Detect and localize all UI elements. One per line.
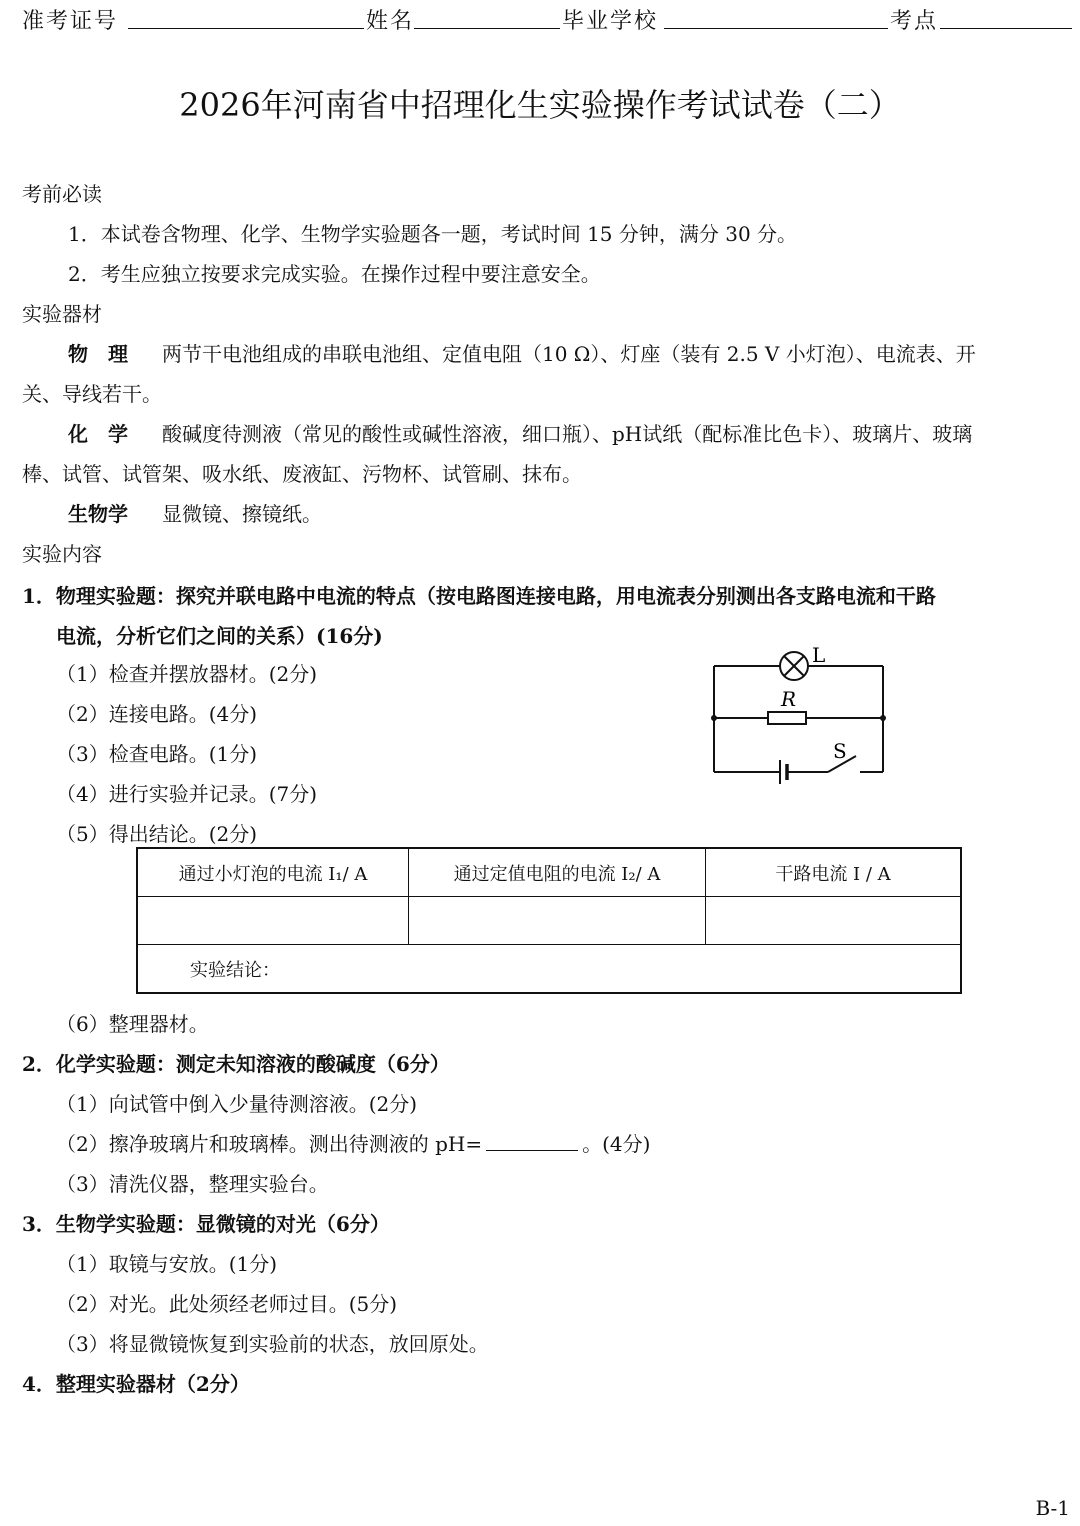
q1-step: （1）检查并摆放器材。(2分) <box>56 662 318 686</box>
notice-item: 2．考生应独立按要求完成实验。在操作过程中要注意安全。 <box>68 262 601 286</box>
q2-step2-text: （2）擦净玻璃片和玻璃棒。测出待测液的 pH= <box>56 1132 483 1156</box>
biology-text: 显微镜、擦镜纸。 <box>162 502 322 526</box>
lamp-current-cell[interactable] <box>137 897 409 945</box>
chemistry-text: 酸碱度待测液（常见的酸性或碱性溶液，细口瓶）、pH试纸（配标准比色卡）、玻璃片、玻璃 <box>162 422 973 446</box>
name-blank <box>414 28 560 29</box>
notice-heading: 考前必读 <box>22 182 102 206</box>
site-label: 考点 <box>890 9 939 34</box>
resistor-label: R <box>781 687 797 711</box>
school-blank <box>664 28 888 29</box>
ph-answer-blank[interactable] <box>486 1132 578 1151</box>
q1-step: （4）进行实验并记录。(7分) <box>56 782 318 806</box>
school-label: 毕业学校 <box>562 9 659 34</box>
q3-title: 3．生物学实验题：显微镜的对光（6分） <box>22 1212 390 1236</box>
q2-title: 2．化学实验题：测定未知溶液的酸碱度（6分） <box>22 1052 450 1076</box>
content-heading: 实验内容 <box>22 542 102 566</box>
col-header-main-current: 干路电流 I / A <box>706 848 962 897</box>
junction-dot <box>880 715 886 721</box>
chemistry-equipment <box>68 418 972 447</box>
name-label: 姓名 <box>366 9 415 34</box>
col-header-lamp-current: 通过小灯泡的电流 I₁/ A <box>137 848 409 897</box>
physics-label: 物 理 <box>68 342 128 366</box>
physics-text-cont: 关、导线若干。 <box>22 382 162 406</box>
exam-number-blank <box>128 28 364 29</box>
conclusion-label: 实验结论： <box>190 959 280 981</box>
equipment-heading: 实验器材 <box>22 302 102 326</box>
conclusion-cell[interactable] <box>137 945 961 994</box>
q1-step: （5）得出结论。(2分) <box>56 822 258 846</box>
q2-step: （3）清洗仪器，整理实验台。 <box>56 1172 329 1196</box>
q2-step2-score: 。(4分) <box>582 1132 651 1156</box>
q3-step: （2）对光。此处须经老师过目。(5分) <box>56 1292 398 1316</box>
exam-number-label: 准考证号 <box>22 9 119 34</box>
resistor-current-cell[interactable] <box>409 897 706 945</box>
q3-step: （3）将显微镜恢复到实验前的状态，放回原处。 <box>56 1332 489 1356</box>
junction-dot <box>711 715 717 721</box>
lamp-label: L <box>812 643 826 667</box>
q1-step: （6）整理器材。 <box>56 1012 209 1036</box>
biology-label: 生物学 <box>68 502 128 526</box>
site-blank <box>940 28 1072 29</box>
circuit-diagram <box>700 640 900 790</box>
q1-title-cont: 电流，分析它们之间的关系）(16分) <box>56 624 383 648</box>
page-title: 2026年河南省中招理化生实验操作考试试卷（二） <box>179 86 901 124</box>
record-table <box>136 847 962 994</box>
notice-item: 1．本试卷含物理、化学、生物学实验题各一题，考试时间 15 分钟，满分 30 分。 <box>68 222 798 246</box>
physics-equipment <box>68 338 976 367</box>
physics-text: 两节干电池组成的串联电池组、定值电阻（10 Ω）、灯座（装有 2.5 V 小灯泡）、电流表、开 <box>162 342 976 366</box>
biology-equipment <box>68 498 322 527</box>
q1-title: 1．物理实验题：探究并联电路中电流的特点（按电路图连接电路，用电流表分别测出各支路电流和干路 <box>22 584 936 608</box>
col-header-resistor-current: 通过定值电阻的电流 I₂/ A <box>409 848 706 897</box>
switch-label: S <box>833 739 847 763</box>
resistor-icon <box>768 712 806 724</box>
main-current-cell[interactable] <box>706 897 962 945</box>
q1-step: （2）连接电路。(4分) <box>56 702 258 726</box>
q3-step: （1）取镜与安放。(1分) <box>56 1252 278 1276</box>
q2-step <box>56 1128 650 1157</box>
q1-step: （3）检查电路。(1分) <box>56 742 258 766</box>
q2-step: （1）向试管中倒入少量待测溶液。(2分) <box>56 1092 418 1116</box>
q4-title: 4．整理实验器材（2分） <box>22 1372 250 1396</box>
chemistry-label: 化 学 <box>68 422 128 446</box>
chemistry-text-cont: 棒、试管、试管架、吸水纸、废液缸、污物杯、试管刷、抹布。 <box>22 462 582 486</box>
page-number: B-1 <box>1035 1496 1070 1520</box>
